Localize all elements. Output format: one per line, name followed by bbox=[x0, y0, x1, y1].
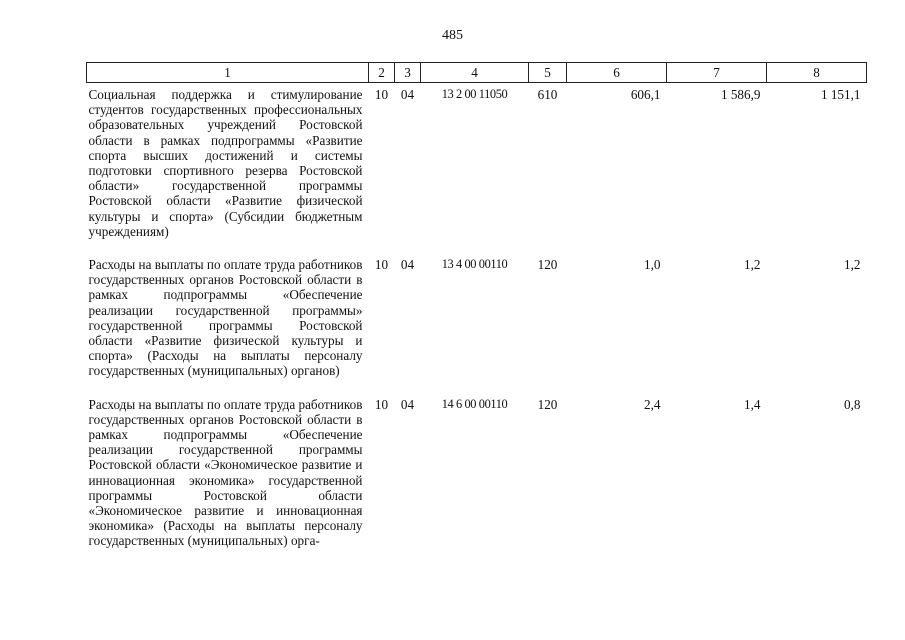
row-amount-col7: 1,2 bbox=[744, 257, 761, 273]
row-subsection-code: 04 bbox=[400, 396, 415, 412]
header-cell-6: 6 bbox=[567, 63, 667, 83]
row-amount-col7: 1,4 bbox=[744, 396, 761, 412]
header-cell-7: 7 bbox=[667, 63, 767, 83]
header-cell-2: 2 bbox=[369, 63, 395, 83]
header-cell-4: 4 bbox=[421, 63, 529, 83]
table-row bbox=[87, 83, 867, 254]
table-row bbox=[87, 393, 867, 563]
row-amount-col6: 2,4 bbox=[644, 396, 661, 412]
budget-table bbox=[86, 62, 867, 563]
row-subsection-code: 04 bbox=[400, 87, 415, 102]
row-expense-type: 120 bbox=[537, 396, 558, 412]
row-section-code: 10 bbox=[374, 257, 389, 273]
page-number: 485 bbox=[442, 28, 463, 43]
row-amount-col8: 0,8 bbox=[844, 396, 861, 412]
row-subsection-code: 04 bbox=[400, 257, 415, 273]
row-description: Социальная поддержка и стимулирование студентов государственных профессиональных образовательных учреждений Ростовской области в рамках подпрограммы «Развитие спорта высших достижений и системы подготовки спортивного резерва Ростовской области» государственной программы Ростовской области «Развитие физической культуры и спорта» (Субсидии бюджетным учреждениям) bbox=[88, 87, 363, 239]
table-row bbox=[87, 253, 867, 393]
header-cell-1: 1 bbox=[87, 63, 369, 83]
header-cell-8: 8 bbox=[767, 63, 867, 83]
row-amount-col6: 1,0 bbox=[644, 257, 661, 273]
row-amount-col8: 1 151,1 bbox=[820, 87, 861, 102]
row-target-code: 13 4 00 00110 bbox=[441, 257, 508, 272]
row-amount-col6: 606,1 bbox=[630, 87, 661, 102]
row-description: Расходы на выплаты по оплате труда работников государственных органов Ростовской области в рамках подпрограммы «Обеспечение реализации государственной программы» государственной программы Ростовской области «Развитие физической культуры и спорта» (Расходы на выплаты персоналу государственных (муниципальных) органов) bbox=[88, 257, 363, 379]
row-description: Расходы на выплаты по оплате труда работников государственных органов Ростовской области в рамках подпрограммы «Обеспечение реализации государственной программы Ростовской области «Экономическое развитие и инновационная экономика» государственной программы Ростовской области «Экономическое развитие и инновационная экономика» (Расходы на выплаты персоналу государственных (муниципальных) орга- bbox=[88, 396, 363, 549]
row-amount-col7: 1 586,9 bbox=[720, 87, 761, 102]
row-amount-col8: 1,2 bbox=[844, 257, 861, 273]
row-target-code: 13 2 00 11050 bbox=[441, 87, 508, 101]
header-cell-3: 3 bbox=[395, 63, 421, 83]
row-section-code: 10 bbox=[374, 87, 389, 102]
header-cell-5: 5 bbox=[529, 63, 567, 83]
row-target-code: 14 6 00 00110 bbox=[441, 396, 508, 411]
row-expense-type: 120 bbox=[537, 257, 558, 273]
row-expense-type: 610 bbox=[537, 87, 558, 102]
row-section-code: 10 bbox=[374, 396, 389, 412]
header-row bbox=[87, 63, 867, 83]
